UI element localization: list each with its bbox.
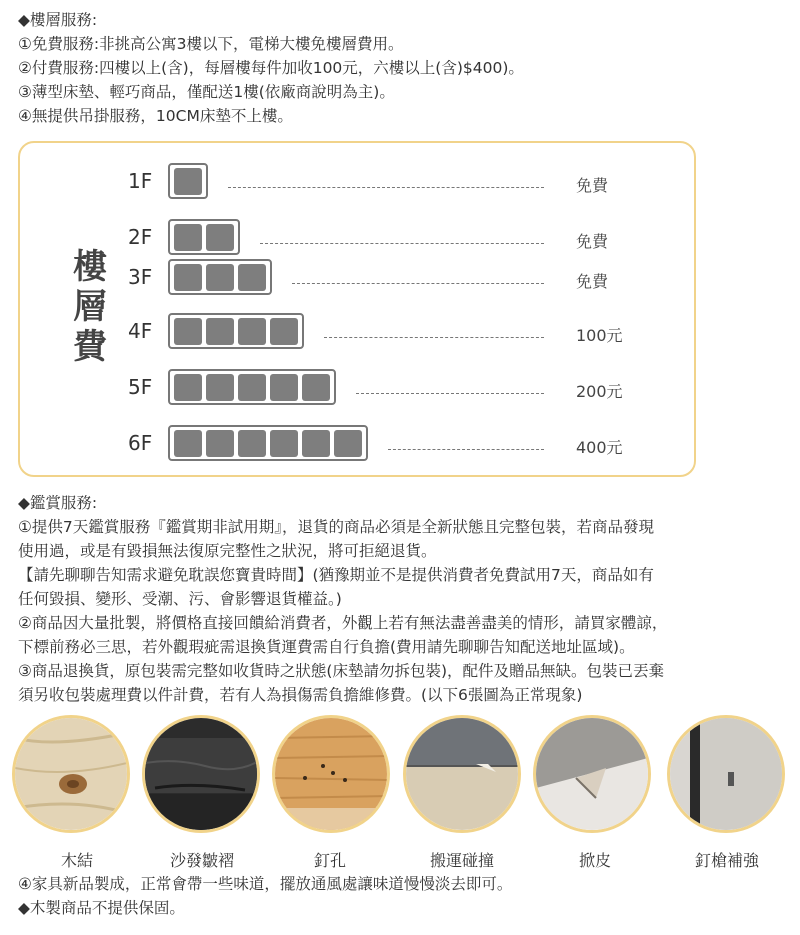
sofa-wrinkle-photo — [142, 715, 260, 833]
appreciation-line: 任何毀損、變形、受潮、污、會影響退貨權益。) — [18, 590, 342, 608]
appreciation-line: ②商品因大量批製，將價格直接回饋給消費者，外觀上若有無法盡善盡美的情形，請買家體諒， — [18, 614, 668, 632]
footer-line: ◆木製商品不提供保固。 — [18, 899, 185, 917]
floor-service-line: ④無提供吊掛服務，10CM床墊不上樓。 — [18, 107, 293, 125]
floor-fee-value: 免費 — [576, 232, 609, 251]
floor-row — [20, 217, 694, 257]
box-icon — [270, 318, 298, 345]
photo-caption: 釘槍補強 — [694, 851, 759, 870]
photo-caption: 木結 — [60, 851, 93, 870]
title-char: 費 — [73, 327, 107, 367]
box-icon — [238, 264, 266, 291]
title-char: 樓 — [73, 247, 107, 287]
floor-service-heading: ◆樓層服務: — [18, 11, 98, 29]
appreciation-section — [18, 491, 788, 707]
box-icon — [206, 430, 234, 457]
peeling-veneer-photo — [533, 715, 651, 833]
floor-label: 1F — [128, 169, 153, 193]
box-icon — [206, 224, 234, 251]
floor-box-group — [168, 313, 304, 349]
floor-row — [20, 423, 694, 463]
staple-reinforce-photo — [667, 715, 785, 833]
floor-box-group — [168, 219, 240, 255]
box-icon — [174, 374, 202, 401]
floor-label: 4F — [128, 319, 153, 343]
floor-row — [20, 367, 694, 407]
box-icon — [174, 264, 202, 291]
dotted-leader — [228, 187, 544, 188]
floor-box-group — [168, 163, 208, 199]
floor-service-section — [18, 8, 788, 128]
floor-service-line: ①免費服務:非挑高公寓3樓以下，電梯大樓免樓層費用。 — [18, 35, 404, 53]
box-icon — [238, 430, 266, 457]
photo-caption: 搬運碰撞 — [429, 851, 494, 870]
nail-hole-photo — [272, 715, 390, 833]
appreciation-line: ③商品退換貨，原包裝需完整如收貨時之狀態(床墊請勿拆包裝)，配件及贈品無缺。包裝已丟棄 — [18, 662, 664, 680]
dotted-leader — [260, 243, 544, 244]
floor-label: 2F — [128, 225, 153, 249]
dotted-leader — [388, 449, 544, 450]
box-icon — [238, 374, 266, 401]
dotted-leader — [292, 283, 544, 284]
floor-label: 3F — [128, 265, 153, 289]
transport-bump-photo — [403, 715, 521, 833]
dotted-leader — [324, 337, 544, 338]
appreciation-line: ①提供7天鑑賞服務『鑑賞期非試用期』，退貨的商品必須是全新狀態且完整包裝，若商品發現 — [18, 518, 655, 536]
box-icon — [334, 430, 362, 457]
photo-caption: 掀皮 — [578, 851, 611, 870]
box-icon — [238, 318, 266, 345]
box-icon — [174, 224, 202, 251]
floor-fee-value: 200元 — [576, 382, 623, 401]
floor-service-line: ③薄型床墊、輕巧商品，僅配送1樓(依廠商說明為主)。 — [18, 83, 395, 101]
floor-row — [20, 161, 694, 201]
photo-caption: 釘孔 — [313, 851, 346, 870]
appreciation-line: 使用過，或是有毀損無法復原完整性之狀況，將可拒絕退貨。 — [18, 542, 437, 560]
box-icon — [270, 374, 298, 401]
box-icon — [174, 168, 202, 195]
footer-section — [18, 872, 788, 920]
appreciation-line: 下標前務必三思，若外觀瑕疵需退換貨運費需自行負擔(費用請先聊聊告知配送地址區域)。 — [18, 638, 635, 656]
floor-service-line: ②付費服務:四樓以上(含)，每層樓每件加收100元，六樓以上(含)$400)。 — [18, 59, 524, 77]
box-icon — [206, 374, 234, 401]
footer-line: ④家具新品製成，正常會帶一些味道，擺放通風處讓味道慢慢淡去即可。 — [18, 875, 513, 893]
floor-row — [20, 311, 694, 351]
box-icon — [270, 430, 298, 457]
appreciation-heading: ◆鑑賞服務: — [18, 494, 98, 512]
photo-caption: 沙發皺褶 — [169, 851, 234, 870]
box-icon — [174, 318, 202, 345]
floor-box-group — [168, 425, 368, 461]
floor-box-group — [168, 259, 272, 295]
appreciation-line: 須另收包裝處理費以件計費，若有人為損傷需負擔維修費。(以下6張圖為正常現象) — [18, 686, 583, 704]
box-icon — [174, 430, 202, 457]
floor-label: 5F — [128, 375, 153, 399]
appreciation-line: 【請先聊聊告知需求避免耽誤您寶貴時間】(猶豫期並不是提供消費者免費試用7天，商品如有 — [18, 566, 654, 584]
dotted-leader — [356, 393, 544, 394]
floor-fee-value: 免費 — [576, 272, 609, 291]
floor-box-group — [168, 369, 336, 405]
box-icon — [206, 264, 234, 291]
floor-fee-value: 400元 — [576, 438, 623, 457]
floor-row — [20, 257, 694, 297]
floor-fee-value: 100元 — [576, 326, 623, 345]
title-char: 層 — [73, 287, 107, 327]
box-icon — [302, 374, 330, 401]
wood-knot-photo — [12, 715, 130, 833]
box-icon — [206, 318, 234, 345]
floor-label: 6F — [128, 431, 153, 455]
floor-fee-card — [18, 141, 696, 477]
floor-fee-value: 免費 — [576, 176, 609, 195]
box-icon — [302, 430, 330, 457]
